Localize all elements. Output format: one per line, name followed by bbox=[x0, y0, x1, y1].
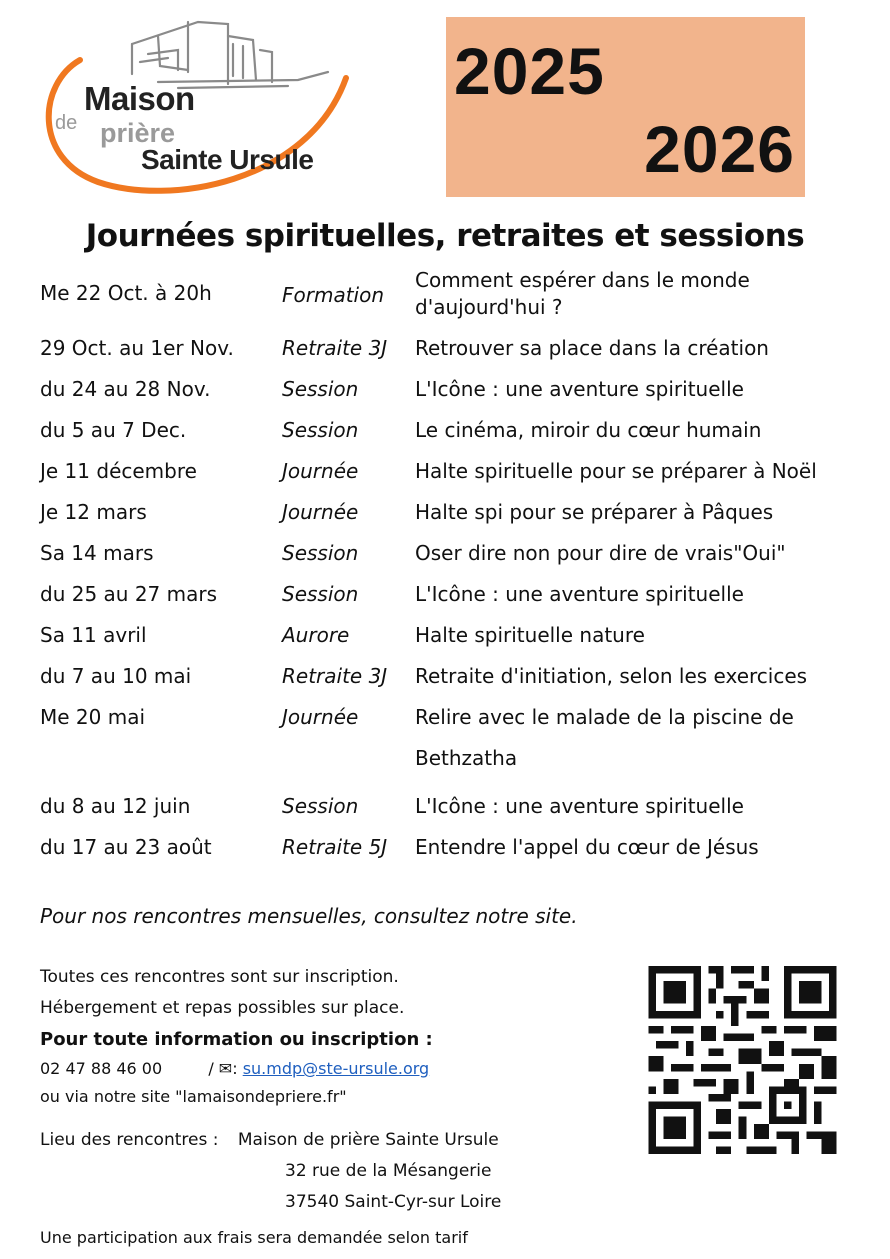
schedule-row bbox=[40, 834, 880, 861]
schedule-type: Retraite 5J bbox=[282, 835, 388, 859]
page-title: Journées spirituelles, retraites et sessions bbox=[85, 218, 805, 254]
year-start: 2025 bbox=[454, 34, 605, 108]
schedule-type: Journée bbox=[282, 500, 359, 524]
schedule-type: Aurore bbox=[282, 623, 350, 647]
schedule-desc: Halte spirituelle pour se préparer à Noël bbox=[415, 459, 817, 483]
monthly-note: Pour nos rencontres mensuelles, consultez notre site. bbox=[40, 904, 578, 928]
lodging-note: Hébergement et repas possibles sur place. bbox=[40, 998, 405, 1018]
phone-number: 02 47 88 46 00 bbox=[40, 1059, 163, 1078]
schedule-desc: Relire avec le malade de la piscine de Bethzatha bbox=[415, 705, 794, 770]
logo-text-de: de bbox=[55, 112, 78, 134]
schedule-date: Je 11 décembre bbox=[40, 459, 197, 483]
schedule-date: du 24 au 28 Nov. bbox=[40, 377, 211, 401]
schedule-date: du 8 au 12 juin bbox=[40, 794, 191, 818]
contact-line bbox=[40, 1055, 433, 1083]
schedule-date: Sa 11 avril bbox=[40, 623, 147, 647]
schedule-date: du 5 au 7 Dec. bbox=[40, 418, 187, 442]
email-link[interactable]: su.mdp@ste-ursule.org bbox=[242, 1059, 430, 1078]
logo-text-maison: Maison bbox=[84, 80, 195, 117]
logo-text-sainte-ursule: Sainte Ursule bbox=[141, 144, 314, 175]
logo bbox=[28, 14, 358, 199]
venue-line bbox=[40, 1125, 501, 1156]
schedule-desc: Comment espérer dans le monde d'aujourd'hui ? bbox=[415, 268, 750, 319]
schedule-desc: Entendre l'appel du cœur de Jésus bbox=[415, 835, 759, 859]
schedule-date: Sa 14 mars bbox=[40, 541, 154, 565]
schedule-type: Retraite 3J bbox=[282, 664, 388, 688]
schedule-date: du 25 au 27 mars bbox=[40, 582, 218, 606]
schedule-type: Session bbox=[282, 582, 359, 606]
info-block bbox=[40, 962, 433, 1111]
schedule-type: Session bbox=[282, 377, 359, 401]
schedule-date: Je 12 mars bbox=[40, 500, 147, 524]
schedule-row bbox=[40, 663, 880, 690]
schedule-row bbox=[40, 376, 880, 403]
schedule-desc: Retraite d'initiation, selon les exercices bbox=[415, 664, 808, 688]
schedule-desc: Halte spi pour se préparer à Pâques bbox=[415, 500, 774, 524]
venue-block bbox=[40, 1125, 501, 1218]
schedule-type: Formation bbox=[282, 283, 385, 307]
schedule-type: Session bbox=[282, 794, 359, 818]
website-note: ou via notre site "lamaisondepriere.fr" bbox=[40, 1087, 347, 1106]
schedule-desc: L'Icône : une aventure spirituelle bbox=[415, 582, 744, 606]
schedule-desc: Oser dire non pour dire de vrais"Oui" bbox=[415, 541, 786, 565]
schedule-row bbox=[40, 268, 880, 321]
schedule-row bbox=[40, 499, 880, 526]
schedule-row bbox=[40, 704, 880, 779]
schedule-row bbox=[40, 793, 880, 820]
schedule-desc: L'Icône : une aventure spirituelle bbox=[415, 794, 744, 818]
year-box bbox=[446, 17, 805, 197]
contact-heading: Pour toute information ou inscription : bbox=[40, 1029, 433, 1050]
logo-text-priere: prière bbox=[100, 118, 176, 148]
schedule-desc: Retrouver sa place dans la création bbox=[415, 336, 769, 360]
schedule-date: Me 22 Oct. à 20h bbox=[40, 281, 212, 305]
schedule-desc: L'Icône : une aventure spirituelle bbox=[415, 377, 744, 401]
year-end: 2026 bbox=[644, 112, 795, 186]
schedule-type: Journée bbox=[282, 705, 359, 729]
schedule-type: Session bbox=[282, 541, 359, 565]
venue-label: Lieu des rencontres : bbox=[40, 1130, 219, 1150]
venue-name: Maison de prière Sainte Ursule bbox=[237, 1130, 499, 1150]
schedule-row bbox=[40, 335, 880, 362]
schedule-row bbox=[40, 417, 880, 444]
schedule-desc: Halte spirituelle nature bbox=[415, 623, 645, 647]
schedule-row bbox=[40, 458, 880, 485]
qr-code[interactable] bbox=[644, 966, 841, 1154]
fees-note: Une participation aux frais sera demandée selon tarif bbox=[40, 1228, 468, 1247]
schedule-type: Session bbox=[282, 418, 359, 442]
schedule-row bbox=[40, 581, 880, 608]
schedule-desc: Le cinéma, miroir du cœur humain bbox=[415, 418, 762, 442]
venue-street: 32 rue de la Mésangerie bbox=[285, 1161, 492, 1181]
schedule-row bbox=[40, 540, 880, 567]
email-separator: / ✉: bbox=[208, 1059, 238, 1078]
schedule-date: du 7 au 10 mai bbox=[40, 664, 192, 688]
venue-city: 37540 Saint-Cyr-sur Loire bbox=[285, 1192, 502, 1212]
schedule-type: Retraite 3J bbox=[282, 336, 388, 360]
registration-note: Toutes ces rencontres sont sur inscription. bbox=[40, 967, 399, 987]
schedule-date: du 17 au 23 août bbox=[40, 835, 212, 859]
schedule-list bbox=[40, 268, 880, 875]
schedule-row bbox=[40, 622, 880, 649]
schedule-date: Me 20 mai bbox=[40, 705, 146, 729]
schedule-type: Journée bbox=[282, 459, 359, 483]
schedule-date: 29 Oct. au 1er Nov. bbox=[40, 336, 234, 360]
